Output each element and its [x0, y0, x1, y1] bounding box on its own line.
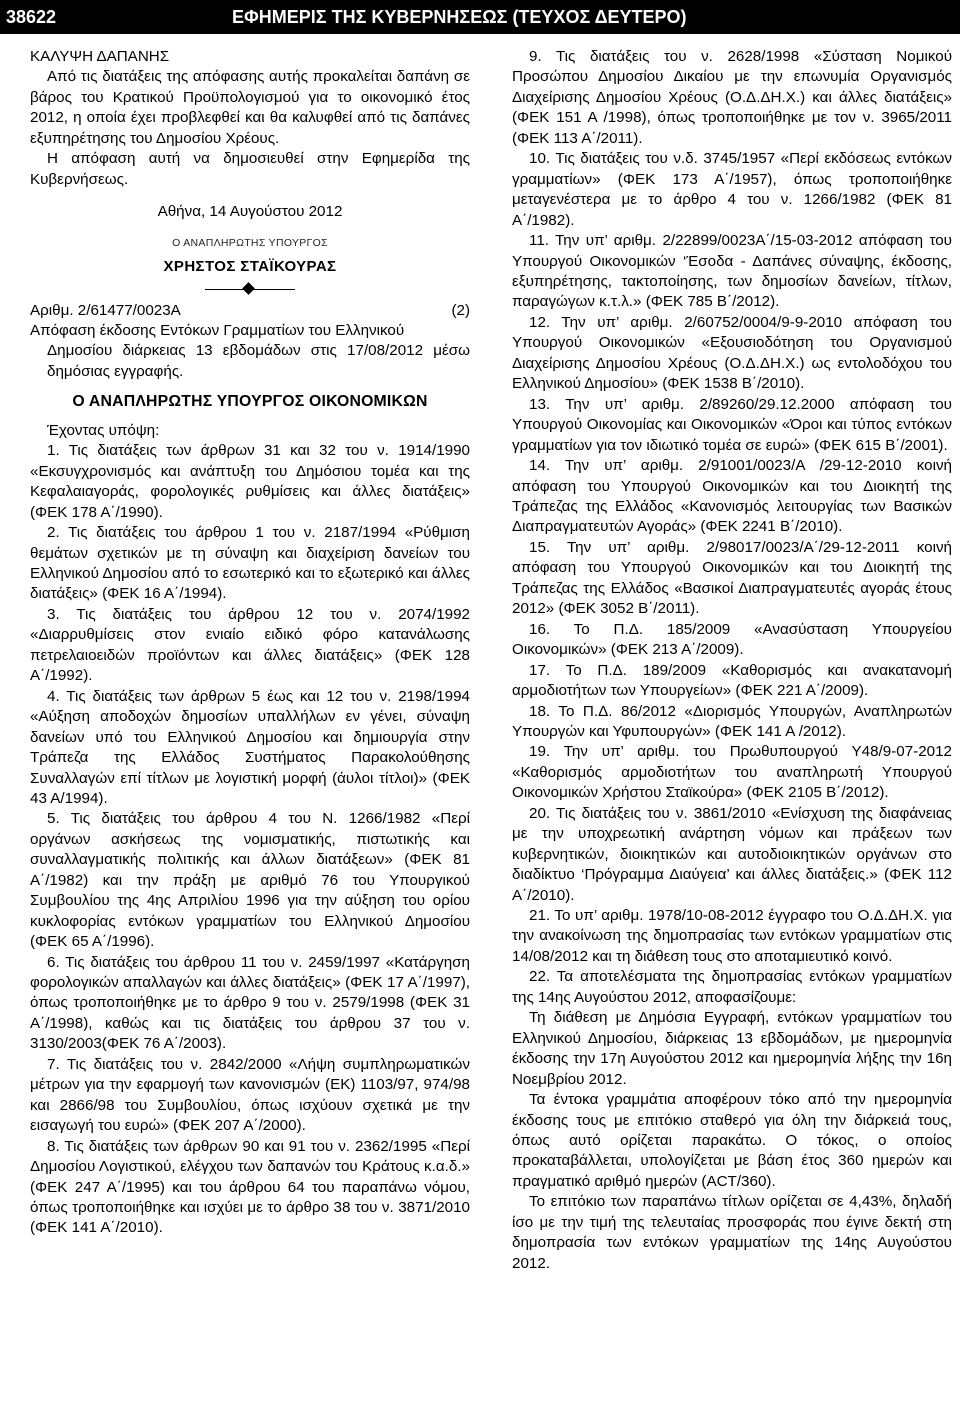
list-item: 19. Την υπ’ αριθμ. του Πρωθυπουργού Υ48/9-07-2012 «Καθορισμός αρμοδιοτήτων του αναπληρωτή Υπουργού Οικονομικών Χρήστου Σταϊκούρα» (ΦΕΚ 2105 Β΄/2012).: [512, 743, 952, 802]
list-item: 4. Τις διατάξεις των άρθρων 5 έως και 12 του ν. 2198/1994 «Αύξηση αποδοχών δημοσίων υπαλλήλων εν γένει, σύναψη δανείων υπό του Ελληνικού Δημοσίου και δημιουργία στην Τράπεζα της Ελλάδος Συστήματος Παρακολούθησης Συναλλαγών επί τίτλων με λογιστική μορφή (άυλοι τίτλοι)» (ΦΕΚ 43 Α/1994).: [30, 687, 470, 807]
gazette-header: [0, 0, 960, 34]
decision-sequence: (2): [451, 301, 470, 319]
list-item: 16. Το Π.Δ. 185/2009 «Ανασύσταση Υπουργείου Οικονομικών» (ΦΕΚ 213 Α΄/2009).: [512, 620, 952, 659]
decision-number-row: [30, 301, 470, 321]
having-regard-label: Έχοντας υπόψη:: [47, 421, 160, 439]
list-item: 10. Τις διατάξεις του ν.δ. 3745/1957 «Περί εκδόσεως εντόκων γραμματίων» (ΦΕΚ 173 Α΄/1957), όπως τροποποιήθηκε μεταγενέστερα με το άρθρο 4 του ν. 1266/1982 (ΦΕΚ 81 Α΄/1982).: [512, 150, 952, 229]
cost-paragraph: Από τις διατάξεις της απόφασης αυτής προκαλείται δαπάνη σε βάρος του Κρατικού Προϋπολογισμού για το οικονομικό έτος 2012, η οποία έχει προβλεφθεί και θα καλυφθεί από τις δαπάνες εξυπηρέτησης του Δημοσίου Χρέους.: [30, 68, 470, 147]
decision-title: [30, 321, 470, 382]
left-column: [30, 47, 470, 1239]
list-item: 2. Τις διατάξεις του άρθρου 1 του ν. 2187/1994 «Ρύθμιση θεμάτων σχετικών με τη σύναψη και διαχείριση δανείων του Ελληνικού Δημοσίου από το εσωτερικό και το εξωτερικό και άλλες διατάξεις» (ΦΕΚ 16 Α΄/1994).: [30, 524, 470, 603]
minister-heading: Ο ΑΝΑΠΛΗΡΩΤΗΣ ΥΠΟΥΡΓΟΣ ΟΙΚΟΝΟΜΙΚΩΝ: [72, 393, 428, 411]
list-item: 12. Την υπ’ αριθμ. 2/60752/0004/9-9-2010 απόφαση του Υπουργού Οικονομικών «Εξουσιοδότηση του Οργανισμού Διαχείρισης Δημοσίου Χρέους (Ο.Δ.ΔΗ.Χ.) ως εντολοδόχου του Ελληνικού Δημοσίου» (ΦΕΚ 1538 Β΄/2010).: [512, 313, 952, 393]
decision-title-line-1: Απόφαση έκδοσης Εντόκων Γραμματίων του Ελληνικού: [30, 321, 405, 339]
gazette-title: ΕΦΗΜΕΡΙΣ ΤΗΣ ΚΥΒΕΡΝΗΣΕΩΣ (ΤΕΥΧΟΣ ΔΕΥΤΕΡΟ): [232, 7, 687, 27]
list-item: 1. Τις διατάξεις των άρθρων 31 και 32 του ν. 1914/1990 «Εκσυγχρονισμός και ανάπτυξη του Δημόσιου τομέα και της Κεφαλαιαγοράς, φορολογικές ρυθμίσεις και άλλες διατάξεις» (ΦΕΚ 178 Α΄/1990).: [30, 442, 470, 521]
list-item: 13. Την υπ’ αριθμ. 2/89260/29.12.2000 απόφαση του Υπουργού Οικονομίας και Οικονομικών «Όροι και τύπος εντόκων γραμματίων για τον ιδιωτικό τομέα σε ευρώ» (ΦΕΚ 615 Β΄/2001).: [512, 395, 952, 454]
list-item: 14. Την υπ’ αριθμ. 2/91001/0023/Α /29-12-2010 κοινή απόφαση του Υπουργού Οικονομικών και του Διοικητή της Τράπεζας της Ελλάδος «Κανονισμός λειτουργίας των Βασικών Διαπραγματευτών Αγοράς» (ΦΕΚ 2241 Β΄/2010).: [512, 457, 952, 536]
right-column: [512, 47, 952, 1274]
place-date: Αθήνα, 14 Αυγούστου 2012: [157, 203, 343, 221]
list-item: 9. Τις διατάξεις του ν. 2628/1998 «Σύσταση Νομικού Προσώπου Δημοσίου Δικαίου με την επωνυμία Οργανισμός Διαχείρισης Δημοσίου Χρέους (Ο.Δ.ΔΗ.Χ.) και άλλες διατάξεις» (ΦΕΚ 151 Α /1998), όπως τροποποιήθηκε με τον ν. 3965/2011 (ΦΕΚ 113 Α΄/2011).: [512, 48, 952, 147]
rate-paragraph: Το επιτόκιο των παραπάνω τίτλων ορίζεται σε 4,43%, δηλαδή ίσο με την τιμή της τελευταίας προσφοράς που έγινε δεκτή στη δημοπρασία των εντόκων γραμματίων της 14ης Αυγούστου 2012.: [512, 1193, 952, 1272]
list-item: 8. Τις διατάξεις των άρθρων 90 και 91 του ν. 2362/1995 «Περί Δημοσίου Λογιστικού, ελέγχου των δαπανών του Κράτους κ.α.δ.» (ΦΕΚ 247 Α΄/1995) και του άρθρου 64 του παραπάνω νόμου, όπως τροποποιήθηκε και ισχύει με το άρθρο 38 του ν. 3871/2010 (ΦΕΚ 141 Α΄/2010).: [30, 1137, 470, 1237]
page-number: 38622: [6, 7, 57, 27]
list-item: 21. Το υπ’ αριθμ. 1978/10-08-2012 έγγραφο του Ο.Δ.ΔΗ.Χ. για την ανακοίνωση της δημοπρασίας των εντόκων γραμματίων στις 14/08/2012 και τη διάθεση τους στο αποταμιευτικό κοινό.: [512, 907, 952, 965]
publish-paragraph: Η απόφαση αυτή να δημοσιευθεί στην Εφημερίδα της Κυβερνήσεως.: [30, 150, 470, 188]
list-item: 20. Τις διατάξεις του ν. 3861/2010 «Ενίσχυση της διαφάνειας με την υποχρεωτική ανάρτηση νόμων και πράξεων των κυβερνητικών, διοικητικών και αυτοδιοικητικών οργάνων στο διαδίκτυο ‘Πρόγραμμα Διαύγεια’ και άλλες διατάξεις.» (ΦΕΚ 112 Α΄/2010).: [512, 804, 952, 904]
section-divider: [30, 279, 470, 301]
interest-paragraph: Τα έντοκα γραμμάτια αποφέρουν τόκο από την ημερομηνία έκδοσης τους με επιτόκιο σταθερό για όλη την διάρκειά τους, όπως αυτό ορίζεται παρακάτω. Ο τόκος, ο οποίος προκαταβάλλεται, υπολογίζεται με βάση έτος 360 ημερών και πραγματικό αριθμό ημερών (ACT/360).: [512, 1091, 952, 1190]
list-item: 5. Τις διατάξεις του άρθρου 4 του Ν. 1266/1982 «Περί οργάνων ασκήσεως της νομισματικής, πιστωτικής και συναλλαγματικής πολιτικής και άλλων διατάξεων» (ΦΕΚ 81 Α΄/1982) και την πράξη με αριθμό 76 του Υπουργικού Συμβουλίου της 4ης Απριλίου 1996 για την αύξηση του ορίου κυκλοφορίας εντόκων γραμματίων του Ελληνικού Δημοσίου (ΦΕΚ 65 Α΄/1996).: [30, 810, 470, 951]
list-item: 22. Τα αποτελέσματα της δημοπρασίας εντόκων γραμματίων της 14ης Αυγούστου 2012, αποφασίζουμε:: [512, 968, 952, 1006]
list-item: 18. Το Π.Δ. 86/2012 «Διορισμός Υπουργών, Αναπληρωτών Υπουργών και Υφυπουργών» (ΦΕΚ 141 Α /2012).: [512, 702, 952, 740]
list-item: 11. Την υπ’ αριθμ. 2/22899/0023Α΄/15-03-2012 απόφαση του Υπουργού Οικονομικών ‘Έσοδα - Δαπάνες σύναψης, έκδοσης, εξυπηρέτησης, τακτοποίησης, των δημοσίων δανείων, τίτλων, παραγώγων κ.τ.λ.» (ΦΕΚ 785 Β΄/2012).: [512, 232, 952, 311]
list-item: 6. Τις διατάξεις του άρθρου 11 του ν. 2459/1997 «Κατάργηση φορολογικών απαλλαγών και άλλες διατάξεις» (ΦΕΚ 17 Α΄/1997), όπως τροποποιήθηκε με το άρθρο 9 του ν. 2579/1998 (ΦΕΚ 31 Α΄/1998), καθώς και τις διατάξεις του άρθρου 37 του ν. 3130/2003(ΦΕΚ 76 Α΄/2003).: [30, 953, 470, 1053]
list-item: 7. Τις διατάξεις του ν. 2842/2000 «Λήψη συμπληρωματικών μέτρων για την εφαρμογή των κανονισμών (ΕΚ) 1103/97, 974/98 και 2866/98 του Συμβουλίου, όπως ισχύουν σχετικά με την εισαγωγή του ευρώ» (ΦΕΚ 207 Α΄/2000).: [30, 1055, 470, 1135]
decision-paragraph: Τη διάθεση με Δημόσια Εγγραφή, εντόκων γραμματίων του Ελληνικού Δημοσίου, διάρκειας 13 εβδομάδων, με ημερομηνία έκδοσης την 17η Αυγούστου 2012 και ημερομηνία λήξης την 16η Νοεμβρίου 2012.: [512, 1009, 952, 1088]
list-item: 17. Το Π.Δ. 189/2009 «Καθορισμός και ανακατανομή αρμοδιοτήτων των Υπουργείων» (ΦΕΚ 221 Α΄/2009).: [512, 661, 952, 700]
divider-diamond-icon: [242, 282, 255, 295]
decision-title-line-2: Δημοσίου διάρκειας 13 εβδομάδων στις 17/08/2012 μέσω δημόσιας εγγραφής.: [47, 342, 470, 380]
list-item: 15. Την υπ’ αριθμ. 2/98017/0023/Α΄/29-12-2011 κοινή απόφαση του Υπουργού Οικονομικών και του Διοικητή της Τράπεζας της Ελλάδος «Βασικοί Διαπραγματευτές αγοράς έτους 2012» (ΦΕΚ 3052 Β΄/2011).: [512, 538, 952, 618]
list-item: 3. Τις διατάξεις του άρθρου 12 του ν. 2074/1992 «Διαρρυθμίσεις στον ενιαίο ειδικό φόρο κατανάλωσης πετρελαιοειδών προϊόντων και άλλες διατάξεις» (ΦΕΚ 128 Α΄/1992).: [30, 605, 470, 685]
considerations-list-left: [30, 441, 470, 1239]
decision-number: Αριθμ. 2/61477/0023Α: [30, 301, 181, 319]
signer-role: Ο ΑΝΑΠΛΗΡΩΤΗΣ ΥΠΟΥΡΓΟΣ: [172, 236, 328, 249]
signer-name: ΧΡΗΣΤΟΣ ΣΤΑΪΚΟΥΡΑΣ: [163, 258, 337, 276]
cost-section-title: ΚΑΛΥΨΗ ΔΑΠΑΝΗΣ: [30, 48, 170, 65]
